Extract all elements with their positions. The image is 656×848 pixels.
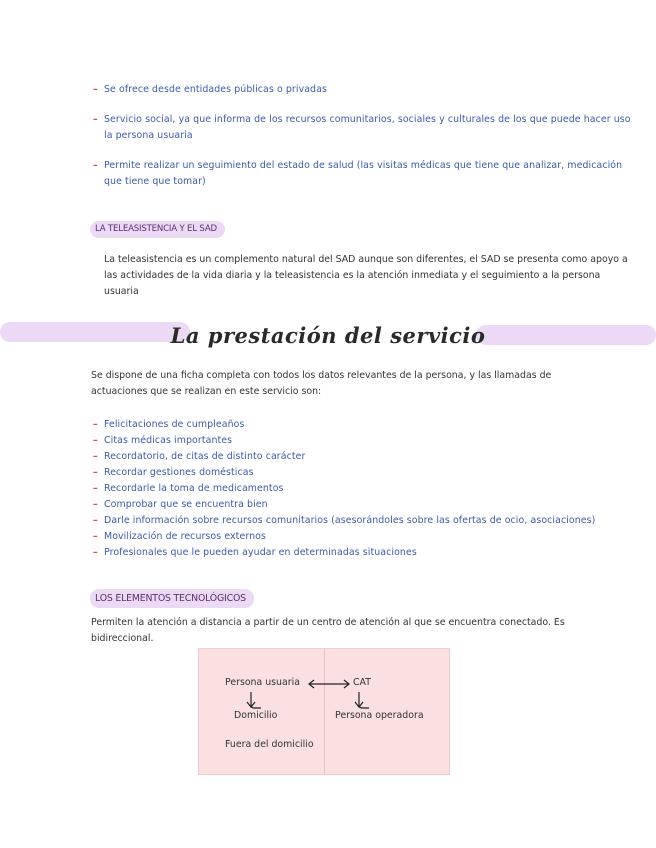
paragraph-elementos: Permiten la atención a distancia a partir de un centro de atención al que se encuentra conectado. Es bidireccional.: [91, 617, 565, 644]
list-item: [93, 481, 638, 497]
list-item-text: Permite realizar un seguimiento del estado de salud (las visitas médicas que tiene que analizar, medicación que tiene que tomar): [104, 160, 623, 187]
list-item-text: Felicitaciones de cumpleaños: [104, 419, 245, 430]
list-item-text: Servicio social, ya que informa de los recursos comunitarios, sociales y culturales de los que puede hacer uso la persona usuaria: [104, 114, 631, 141]
diagram-arrows: [199, 649, 449, 774]
dash-marker: –: [93, 419, 98, 430]
list-item: [93, 497, 638, 513]
list-item-text: Recordatorio, de citas de distinto carácter: [104, 451, 306, 462]
list-item: [93, 513, 638, 529]
list-item: [93, 417, 638, 433]
dash-marker: –: [93, 114, 98, 125]
list-item: [93, 465, 638, 481]
dash-marker: –: [93, 435, 98, 446]
double-arrow-icon: [309, 680, 349, 688]
dash-marker: –: [93, 515, 98, 526]
dash-marker: –: [93, 160, 98, 171]
arrow-down-left-icon: [247, 692, 261, 708]
section-label-elementos: LOS ELEMENTOS TECNOLÓGICOS: [90, 589, 254, 608]
diagram-domicilio: Domicilio: [234, 710, 278, 721]
service-bullet-list: [93, 417, 638, 561]
list-item: [93, 449, 638, 465]
list-item-text: Movilización de recursos externos: [104, 531, 266, 542]
dash-marker: –: [93, 467, 98, 478]
list-item-text: Se ofrece desde entidades públicas o privadas: [104, 84, 327, 95]
page-title: La prestación del servicio: [170, 323, 486, 348]
section-label-teleasistencia: LA TELEASISTENCIA Y EL SAD: [90, 221, 225, 238]
list-item: [93, 529, 638, 545]
list-item: [93, 112, 638, 144]
list-item: [93, 545, 638, 561]
diagram-persona-operadora: Persona operadora: [335, 710, 424, 721]
dash-marker: –: [93, 499, 98, 510]
list-item-text: Darle información sobre recursos comunitarios (asesorándoles sobre las ofertas de ocio, asociaciones): [104, 515, 596, 526]
dash-marker: –: [93, 451, 98, 462]
paragraph-teleasistencia: La teleasistencia es un complemento natural del SAD aunque son diferentes, el SAD se presenta como apoyo a las actividades de la vida diaria y la teleasistencia es la atención inmediata y el seguimiento a la persona usuaria: [104, 254, 628, 297]
dash-marker: –: [93, 84, 98, 95]
diagram-fuera-domicilio: Fuera del domicilio: [225, 739, 314, 750]
list-item: [93, 82, 638, 98]
diagram-cat: CAT: [353, 677, 371, 688]
intro-paragraph: Se dispone de una ficha completa con todos los datos relevantes de la persona, y las llamadas de actuaciones que se realizan en este servicio son:: [91, 370, 552, 397]
list-item-text: Recordarle la toma de medicamentos: [104, 483, 284, 494]
list-item-text: Profesionales que le pueden ayudar en determinadas situaciones: [104, 547, 417, 558]
diagram-persona-usuaria: Persona usuaria: [225, 677, 300, 688]
dash-marker: –: [93, 547, 98, 558]
list-item-text: Recordar gestiones domésticas: [104, 467, 254, 478]
list-item: [93, 433, 638, 449]
dash-marker: –: [93, 483, 98, 494]
arrow-down-right-icon: [355, 692, 369, 708]
diagram-box: [198, 648, 450, 775]
top-bullet-list: [93, 82, 638, 190]
list-item-text: Comprobar que se encuentra bien: [104, 499, 268, 510]
list-item: [93, 158, 638, 190]
list-item-text: Citas médicas importantes: [104, 435, 233, 446]
dash-marker: –: [93, 531, 98, 542]
